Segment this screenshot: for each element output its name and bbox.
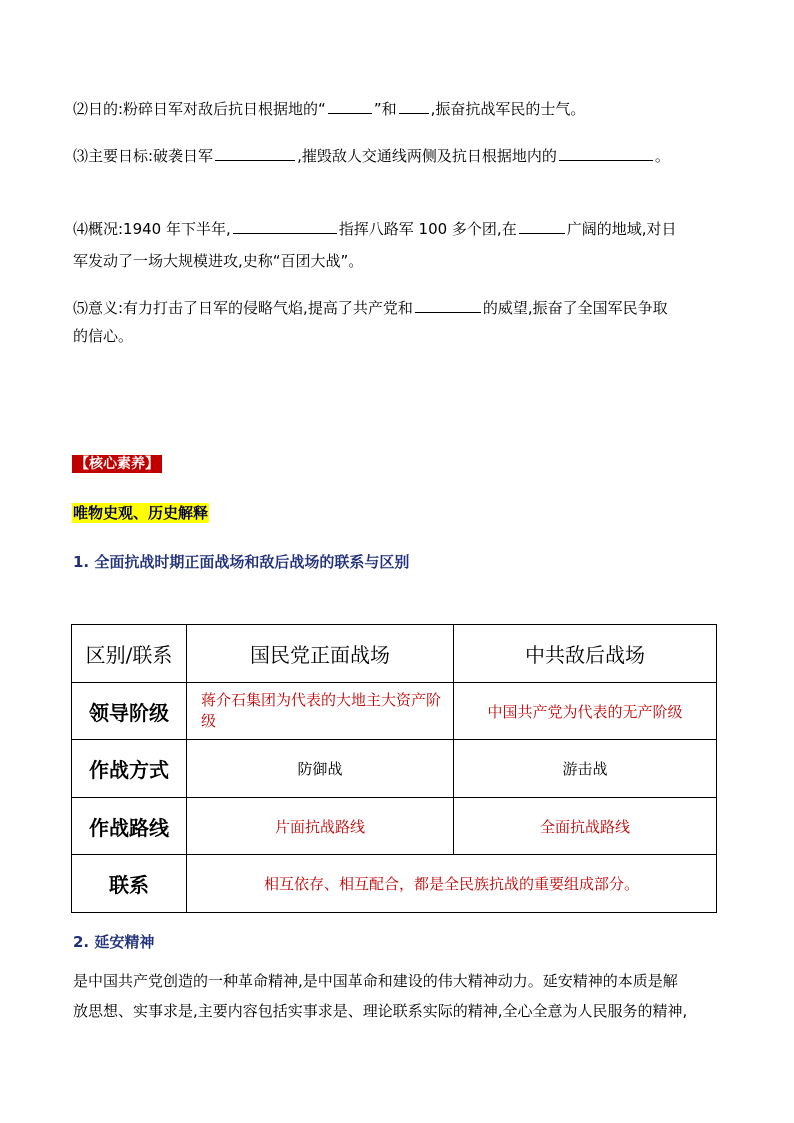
core-literacy-tag: 【核心素养】 <box>72 455 162 473</box>
table-header-row <box>72 625 717 683</box>
item-5-significance-cont: 的信心。 <box>73 327 134 345</box>
highlight-label: 唯物史观、历史解释 <box>73 504 209 522</box>
blank[interactable] <box>233 218 337 234</box>
blank[interactable] <box>519 218 565 234</box>
cell-right: 中国共产党为代表的无产阶级 <box>454 683 717 740</box>
item-4-overview: ⑷概况:1940 年下半年, 指挥八路军 100 多个团,在 广阔的地域,对日 <box>73 220 677 238</box>
blank[interactable] <box>559 145 653 161</box>
cell-right: 游击战 <box>454 740 717 798</box>
item-4-overview-cont: 军发动了一场大规模进攻,史称“百团大战”。 <box>73 252 364 270</box>
blank[interactable] <box>415 297 481 313</box>
blank[interactable] <box>328 98 372 114</box>
item-3-target: ⑶主要日标:破袭日军 ,摧毁敌人交通线两侧及抗日根据地内的 。 <box>73 147 670 165</box>
row-label: 作战路线 <box>72 798 187 855</box>
cell-left: 片面抗战路线 <box>187 798 454 855</box>
section-heading-1: 1. 全面抗战时期正面战场和敌后战场的联系与区别 <box>73 553 410 571</box>
table-header: 区别/联系 <box>72 625 187 683</box>
table-row <box>72 740 717 798</box>
blank[interactable] <box>215 145 295 161</box>
paragraph-line: 是中国共产党创造的一种革命精神,是中国革命和建设的伟大精神动力。延安精神的本质是解 <box>73 972 678 990</box>
table-header: 国民党正面战场 <box>187 625 454 683</box>
table-row-link <box>72 855 717 913</box>
cell-left: 蒋介石集团为代表的大地主大资产阶级 <box>187 683 454 740</box>
row-label: 作战方式 <box>72 740 187 798</box>
cell-link: 相互依存、相互配合，都是全民族抗战的重要组成部分。 <box>187 855 717 913</box>
blank[interactable] <box>399 98 429 114</box>
section-heading-2: 2. 延安精神 <box>73 933 155 951</box>
row-label: 领导阶级 <box>72 683 187 740</box>
table-row <box>72 798 717 855</box>
comparison-table <box>71 624 717 913</box>
item-5-significance: ⑸意义:有力打击了日军的侵略气焰,提高了共产党和 的威望,振奋了全国军民争取 <box>73 299 668 317</box>
table-header: 中共敌后战场 <box>454 625 717 683</box>
paragraph-line: 放思想、实事求是,主要内容包括实事求是、理论联系实际的精神,全心全意为人民服务的精神, <box>73 1002 688 1020</box>
cell-right: 全面抗战路线 <box>454 798 717 855</box>
table-row <box>72 683 717 740</box>
item-2-purpose: ⑵日的:粉碎日军对敌后抗日根据地的“ ”和 ,振奋抗战军民的士气。 <box>73 100 586 118</box>
row-label: 联系 <box>72 855 187 913</box>
cell-left: 防御战 <box>187 740 454 798</box>
